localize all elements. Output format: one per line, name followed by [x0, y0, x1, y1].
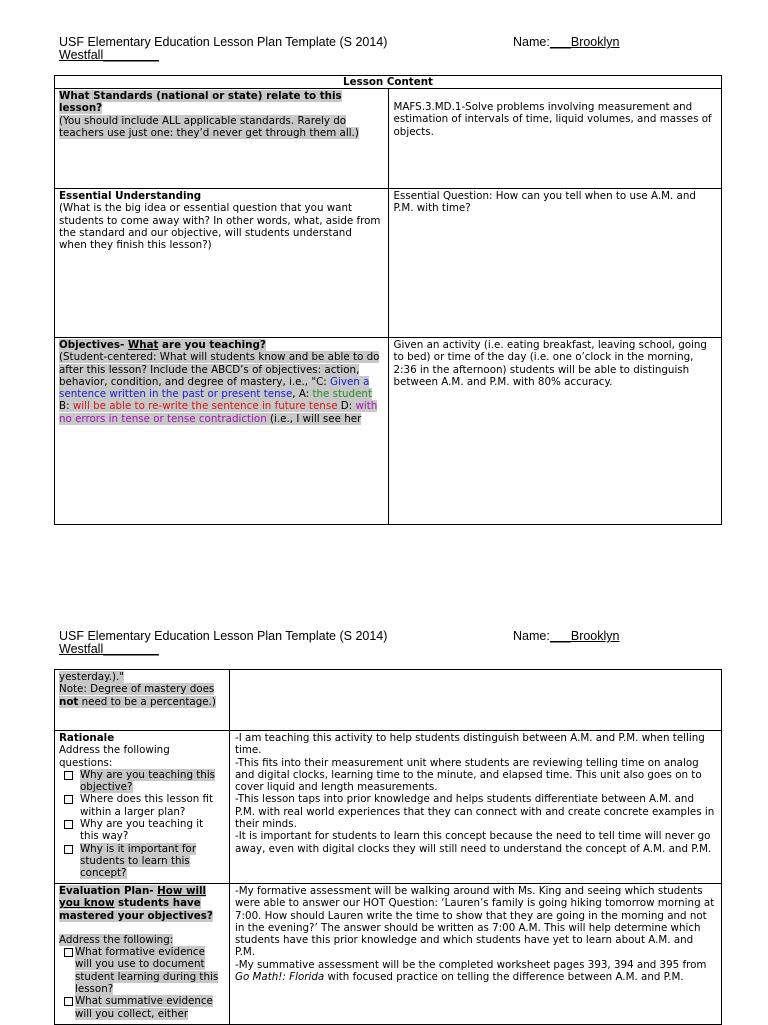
essential-prompt — [55, 189, 389, 338]
continuation-row — [55, 670, 722, 731]
evaluation-response — [230, 884, 722, 1025]
rationale-intro: Address the following questions: — [59, 744, 170, 769]
name-value-last: Westfall________ — [59, 642, 159, 656]
list-item — [59, 818, 224, 843]
name-value-first: ___Brooklyn — [550, 35, 620, 49]
list-item — [59, 769, 224, 794]
table-heading: Lesson Content — [55, 76, 722, 89]
objectives-heading-what: What — [127, 339, 159, 351]
rationale-paragraph: -I am teaching this activity to help students distinguish between A.M. and P.M. when telling time. — [235, 732, 705, 757]
evaluation-question: What summative evidence will you collect, either — [75, 995, 213, 1020]
continuation-prompt — [55, 670, 230, 731]
c-text: Given a sentence written in the past or present tense — [59, 375, 370, 401]
evaluation-intro: Address the following: — [59, 933, 174, 946]
mastery-note-a: Note: Degree of mastery does — [59, 683, 215, 696]
rationale-question: Where does this lesson fit within a larger plan? — [80, 793, 214, 818]
evaluation-row — [55, 884, 722, 1025]
standards-note: (You should include ALL applicable standards. Rarely do teachers use just one: they’d never get through them all.) — [59, 114, 359, 139]
a-text: the student — [312, 388, 372, 401]
standards-heading: What Standards (national or state) relate to this lesson? — [59, 90, 342, 115]
list-item — [59, 843, 224, 880]
book-title: Go Math!: Florida — [235, 971, 325, 984]
d-label: D: — [337, 400, 356, 413]
evaluation-heading-underlined: How will you know — [59, 885, 207, 910]
mastery-note-b: need to be a percentage.) — [78, 695, 216, 708]
essential-response — [388, 189, 722, 338]
formative-assessment-text: -My formative assessment will be walking around with Ms. King and seeing which students were able to answer our HOT Question: ‘Lauren’s family is going hiking tomorrow morning at 7:00. How should Lauren write the time to show that they are going in the morning and not in the evening?’ The answer should be written as 7:00 A.M. This will help determine which students have this prior knowledge and which students have yet to learn about A.M. and P.M. — [235, 885, 715, 959]
evaluation-heading-b: students have mastered your objectives? — [59, 897, 213, 922]
evaluation-question-list — [59, 946, 224, 1020]
standards-row — [55, 89, 722, 189]
rationale-question: Why are you teaching this objective? — [80, 768, 216, 794]
continuation-response — [230, 670, 722, 731]
rationale-paragraph: -It is important for students to learn this concept because the need to tell time will never go away, even with digital clocks they will still need to understand the concept of A.M. and P.M. — [235, 830, 712, 855]
objectives-tail: (i.e., I will see her — [266, 412, 362, 425]
objectives-row — [55, 338, 722, 525]
rationale-response — [230, 731, 722, 884]
objectives-text: Given an activity (i.e. eating breakfast, leaving school, going to bed) or time of the day (i.e. one o’clock in the morning, 2:36 in the afternoon) students will be able to distinguish between A.M. and P.M. with 80% accuracy. — [393, 339, 707, 388]
rationale-question: Why are you teaching it this way? — [80, 818, 204, 843]
objectives-note: (Student-centered: What will students know and be able to do after this lesson? Include the ABCD’s of objectives: action, behavior, condition, and degree of mastery, i.e., " — [59, 351, 380, 388]
rationale-heading: Rationale — [59, 732, 115, 744]
list-item — [59, 946, 224, 995]
mastery-note-not: not — [59, 695, 79, 708]
evaluation-question: What formative evidence will you use to document student learning during this lesson? — [75, 946, 219, 996]
c-label: C: — [316, 375, 331, 388]
rationale-prompt — [55, 731, 230, 884]
essential-note: (What is the big idea or essential question that you want students to come away with? In other words, what, aside from the standard and our objective, will students understand when they finish this lesson?) — [59, 202, 381, 252]
name-label: Name: — [513, 629, 550, 643]
name-value-last: Westfall________ — [59, 48, 159, 62]
lesson-content-table — [54, 75, 722, 525]
standards-text: MAFS.3.MD.1-Solve problems involving measurement and estimation of intervals of time, liquid volumes, and masses of objects. — [393, 101, 712, 138]
name-label: Name: — [513, 35, 550, 49]
summative-assessment-text — [235, 959, 716, 984]
evaluation-heading-a: Evaluation Plan- — [59, 885, 158, 897]
objectives-prompt — [55, 338, 389, 525]
summative-text-b: with focused practice on telling the difference between A.M. and P.M. — [324, 971, 684, 984]
evaluation-prompt — [55, 884, 230, 1025]
rationale-paragraph: -This fits into their measurement unit where students are reviewing telling time on analog and digital clocks, learning time to the minute, and elapsed time. This unit also goes on to cover liquid and length measurements. — [235, 756, 702, 794]
objectives-heading-a: Objectives- — [59, 339, 128, 351]
rationale-paragraph: -This lesson taps into prior knowledge and helps students differentiate between A.M. and P.M. with real world experiences that they can connect with and create concrete examples in their minds. — [235, 793, 715, 831]
name-value-first: ___Brooklyn — [550, 629, 620, 643]
objectives-heading — [59, 339, 266, 351]
page-title: USF Elementary Education Lesson Plan Template (S 2014) — [59, 629, 388, 643]
a-label: , A: — [292, 388, 313, 401]
essential-text: Essential Question: How can you tell when to use A.M. and P.M. with time? — [393, 190, 696, 215]
essential-row — [55, 189, 722, 338]
d-text: with no errors in tense or tense contradiction — [59, 400, 378, 425]
essential-heading: Essential Understanding — [59, 190, 202, 202]
list-item — [59, 995, 224, 1020]
standards-prompt — [55, 89, 389, 189]
rationale-question-list — [59, 769, 224, 880]
b-text: will be able to re-write the sentence in future tense — [72, 400, 338, 413]
continuation-line: yesterday.)." — [59, 671, 124, 683]
b-label: B: — [59, 400, 73, 413]
standards-response — [388, 89, 722, 189]
list-item — [59, 793, 224, 818]
rationale-question: Why is it important for students to learn this concept? — [80, 842, 197, 880]
objectives-response — [388, 338, 722, 525]
page-title: USF Elementary Education Lesson Plan Template (S 2014) — [59, 35, 388, 49]
rationale-row — [55, 731, 722, 884]
lesson-content-table-continued — [54, 669, 722, 1025]
summative-text-a: -My summative assessment will be the completed worksheet pages 393, 394 and 395 from — [235, 958, 707, 971]
objectives-heading-b: are you teaching? — [158, 339, 266, 351]
